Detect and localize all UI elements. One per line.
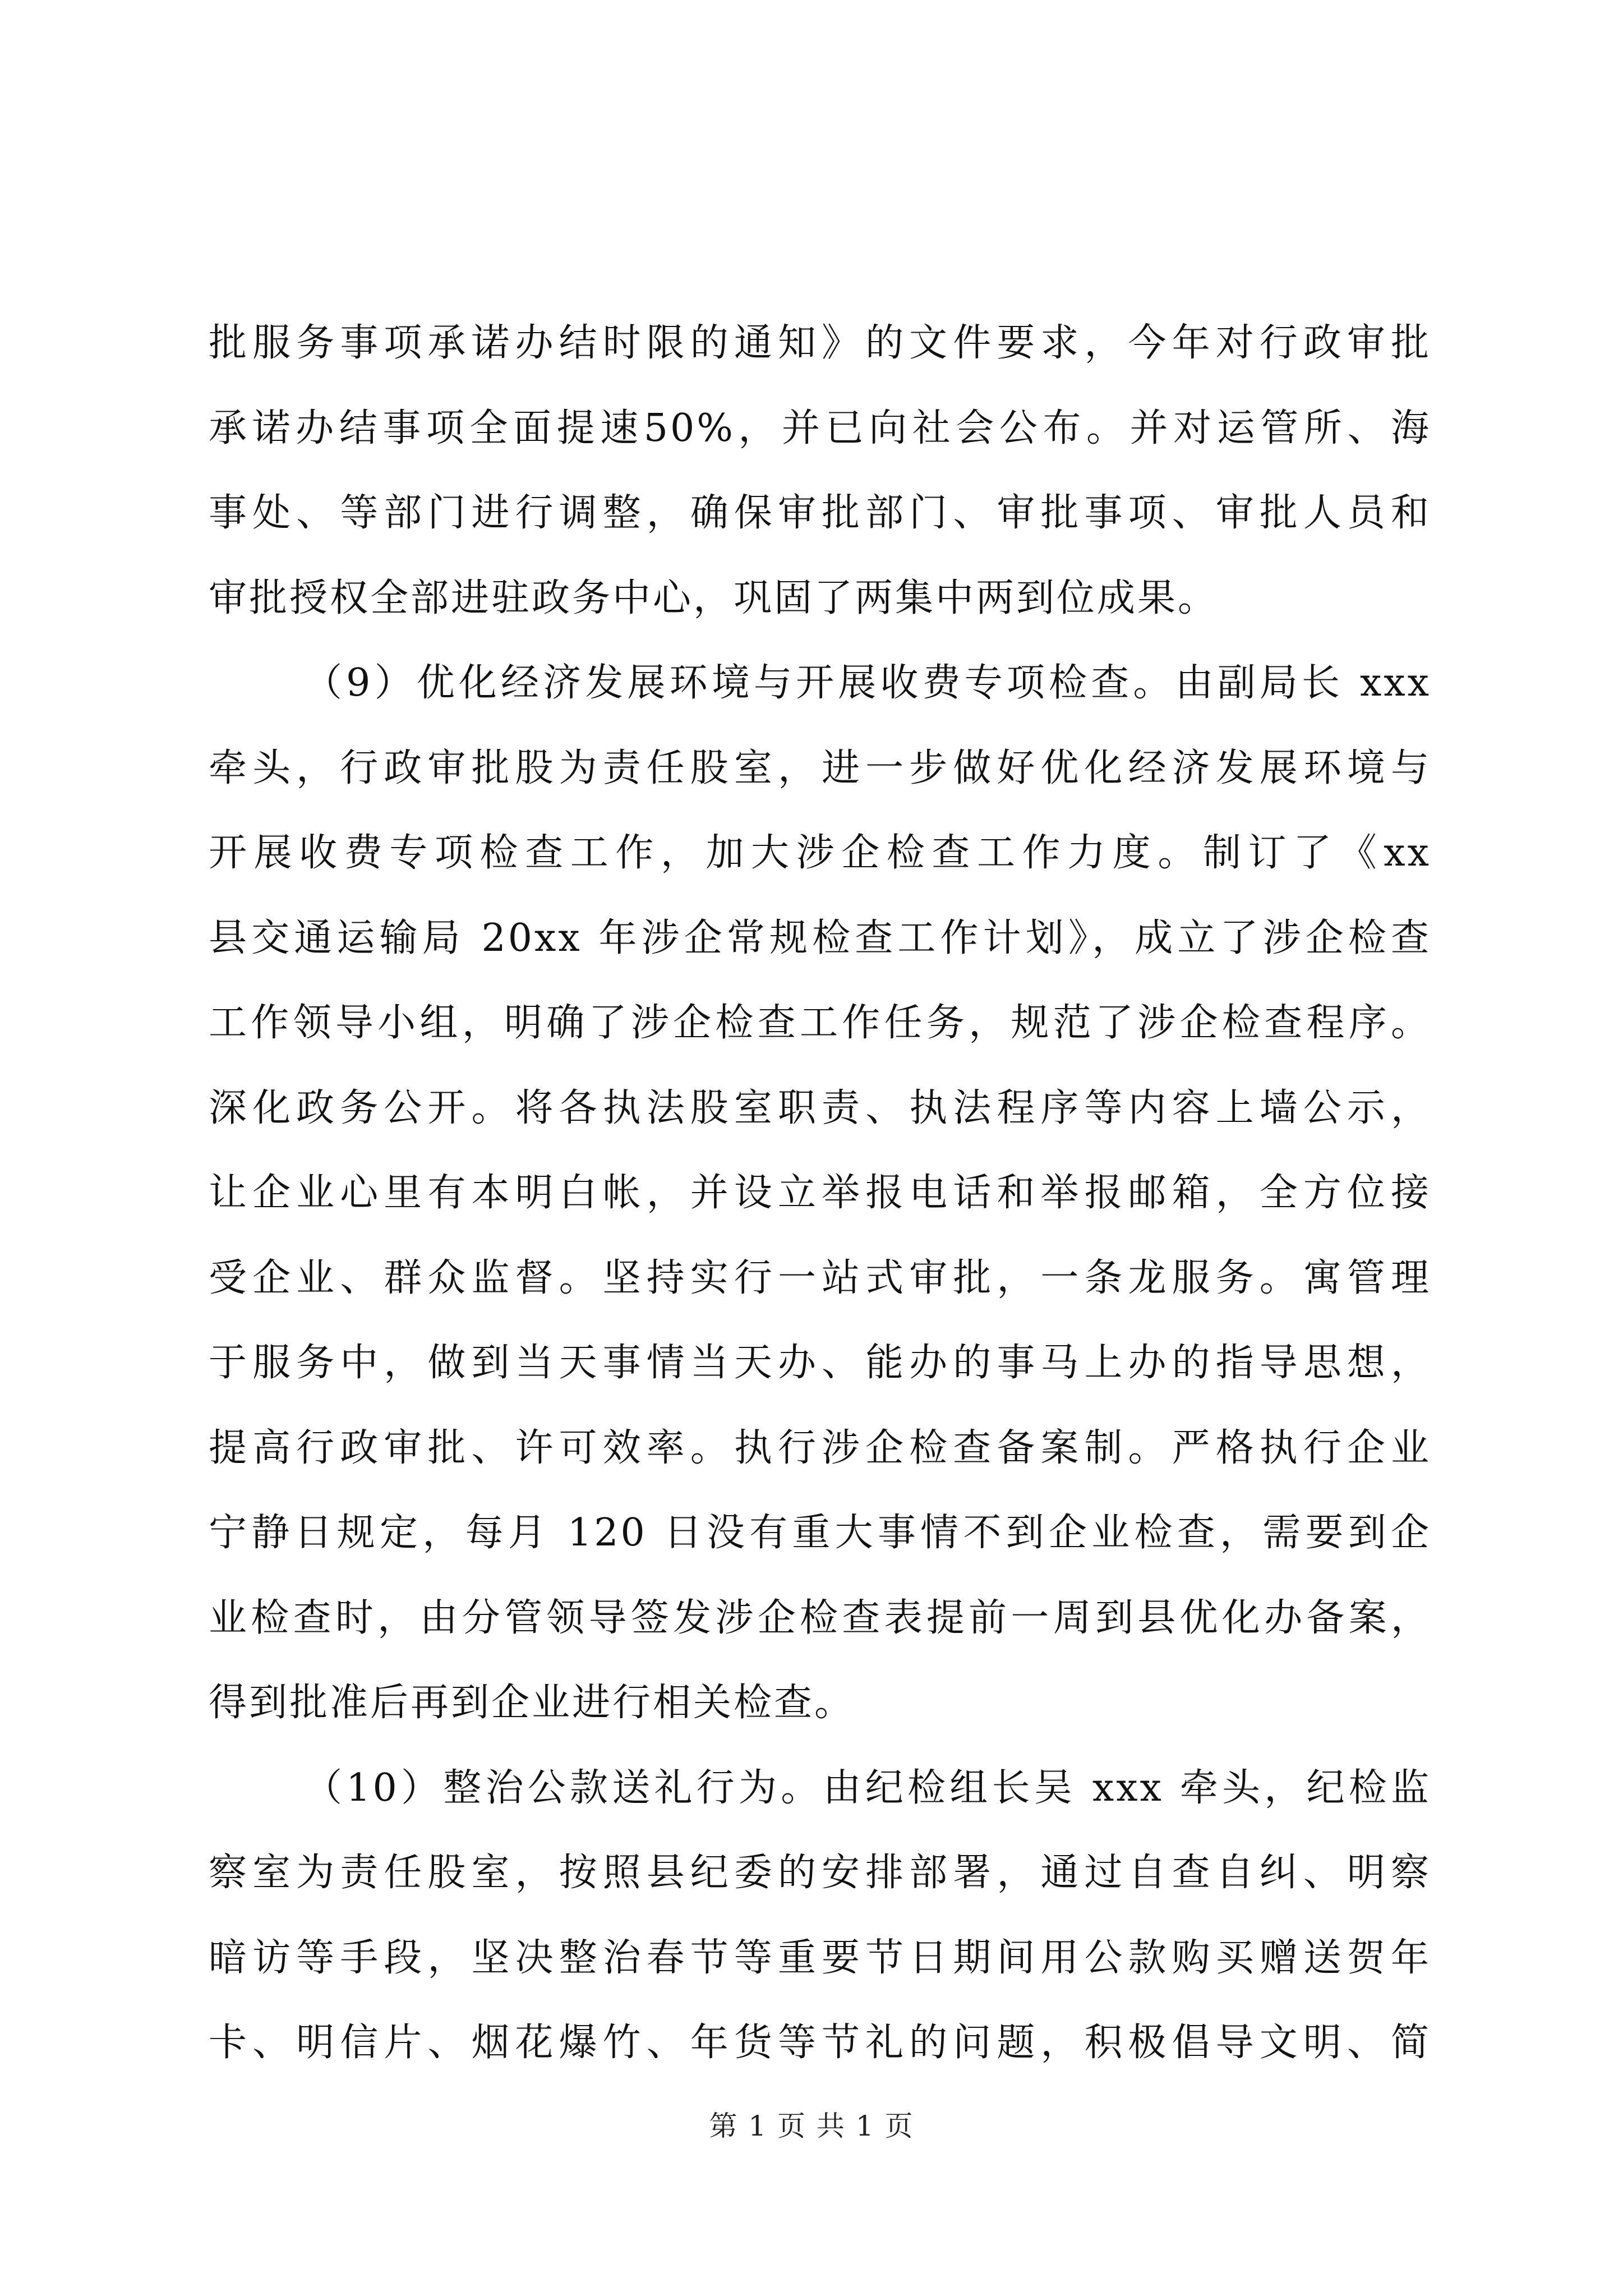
text-line: 于服务中，做到当天事情当天办、能办的事马上办的指导思想， [209,1341,1431,1385]
text-line: 开展收费专项检查工作，加大涉企检查工作力度。制订了《xx [209,831,1431,875]
page-number-footer: 第 1 页 共 1 页 [709,2110,914,2142]
text-line: 宁静日规定，每月 120 日没有重大事情不到企业检查，需要到企 [209,1511,1431,1555]
text-line: 提高行政审批、许可效率。执行涉企检查备案制。严格执行企业 [209,1425,1431,1470]
text-line: 深化政务公开。将各执法股室职责、执法程序等内容上墙公示， [209,1085,1431,1130]
text-line: 牵头，行政审批股为责任股室，进一步做好优化经济发展环境与 [209,746,1431,790]
text-line: 让企业心里有本明白帐，并设立举报电话和举报邮箱，全方位接 [209,1171,1431,1215]
text-line: 察室为责任股室，按照县纪委的安排部署，通过自查自纠、明察 [209,1851,1431,1895]
text-line: 得到批准后再到企业进行相关检查。 [209,1681,855,1725]
paragraph-start-line: （10）整治公款送礼行为。由纪检组长吴 xxx 牵头，纪检监 [304,1765,1431,1810]
paragraph-start-line: （9）优化经济发展环境与开展收费专项检查。由副局长 xxx [304,661,1431,705]
text-line: 工作领导小组，明确了涉企检查工作任务，规范了涉企检查程序。 [209,1001,1431,1045]
document-body [209,301,1431,2086]
text-line: 事处、等部门进行调整，确保审批部门、审批事项、审批人员和 [209,491,1431,535]
text-line: 卡、明信片、烟花爆竹、年货等节礼的问题，积极倡导文明、简 [209,2021,1431,2065]
text-line: 受企业、群众监督。坚持实行一站式审批，一条龙服务。寓管理 [209,1255,1431,1300]
text-line: 暗访等手段，坚决整治春节等重要节日期间用公款购买赠送贺年 [209,1935,1431,1980]
text-line: 审批授权全部进驻政务中心，巩固了两集中两到位成果。 [209,576,1219,620]
text-line: 业检查时，由分管领导签发涉企检查表提前一周到县优化办备案， [209,1595,1431,1640]
text-line: 承诺办结事项全面提速50%，并已向社会公布。并对运管所、海 [209,406,1431,450]
text-line: 县交通运输局 20xx 年涉企常规检查工作计划》，成立了涉企检查 [209,915,1431,960]
text-line: 批服务事项承诺办结时限的通知》的文件要求，今年对行政审批 [209,321,1431,365]
